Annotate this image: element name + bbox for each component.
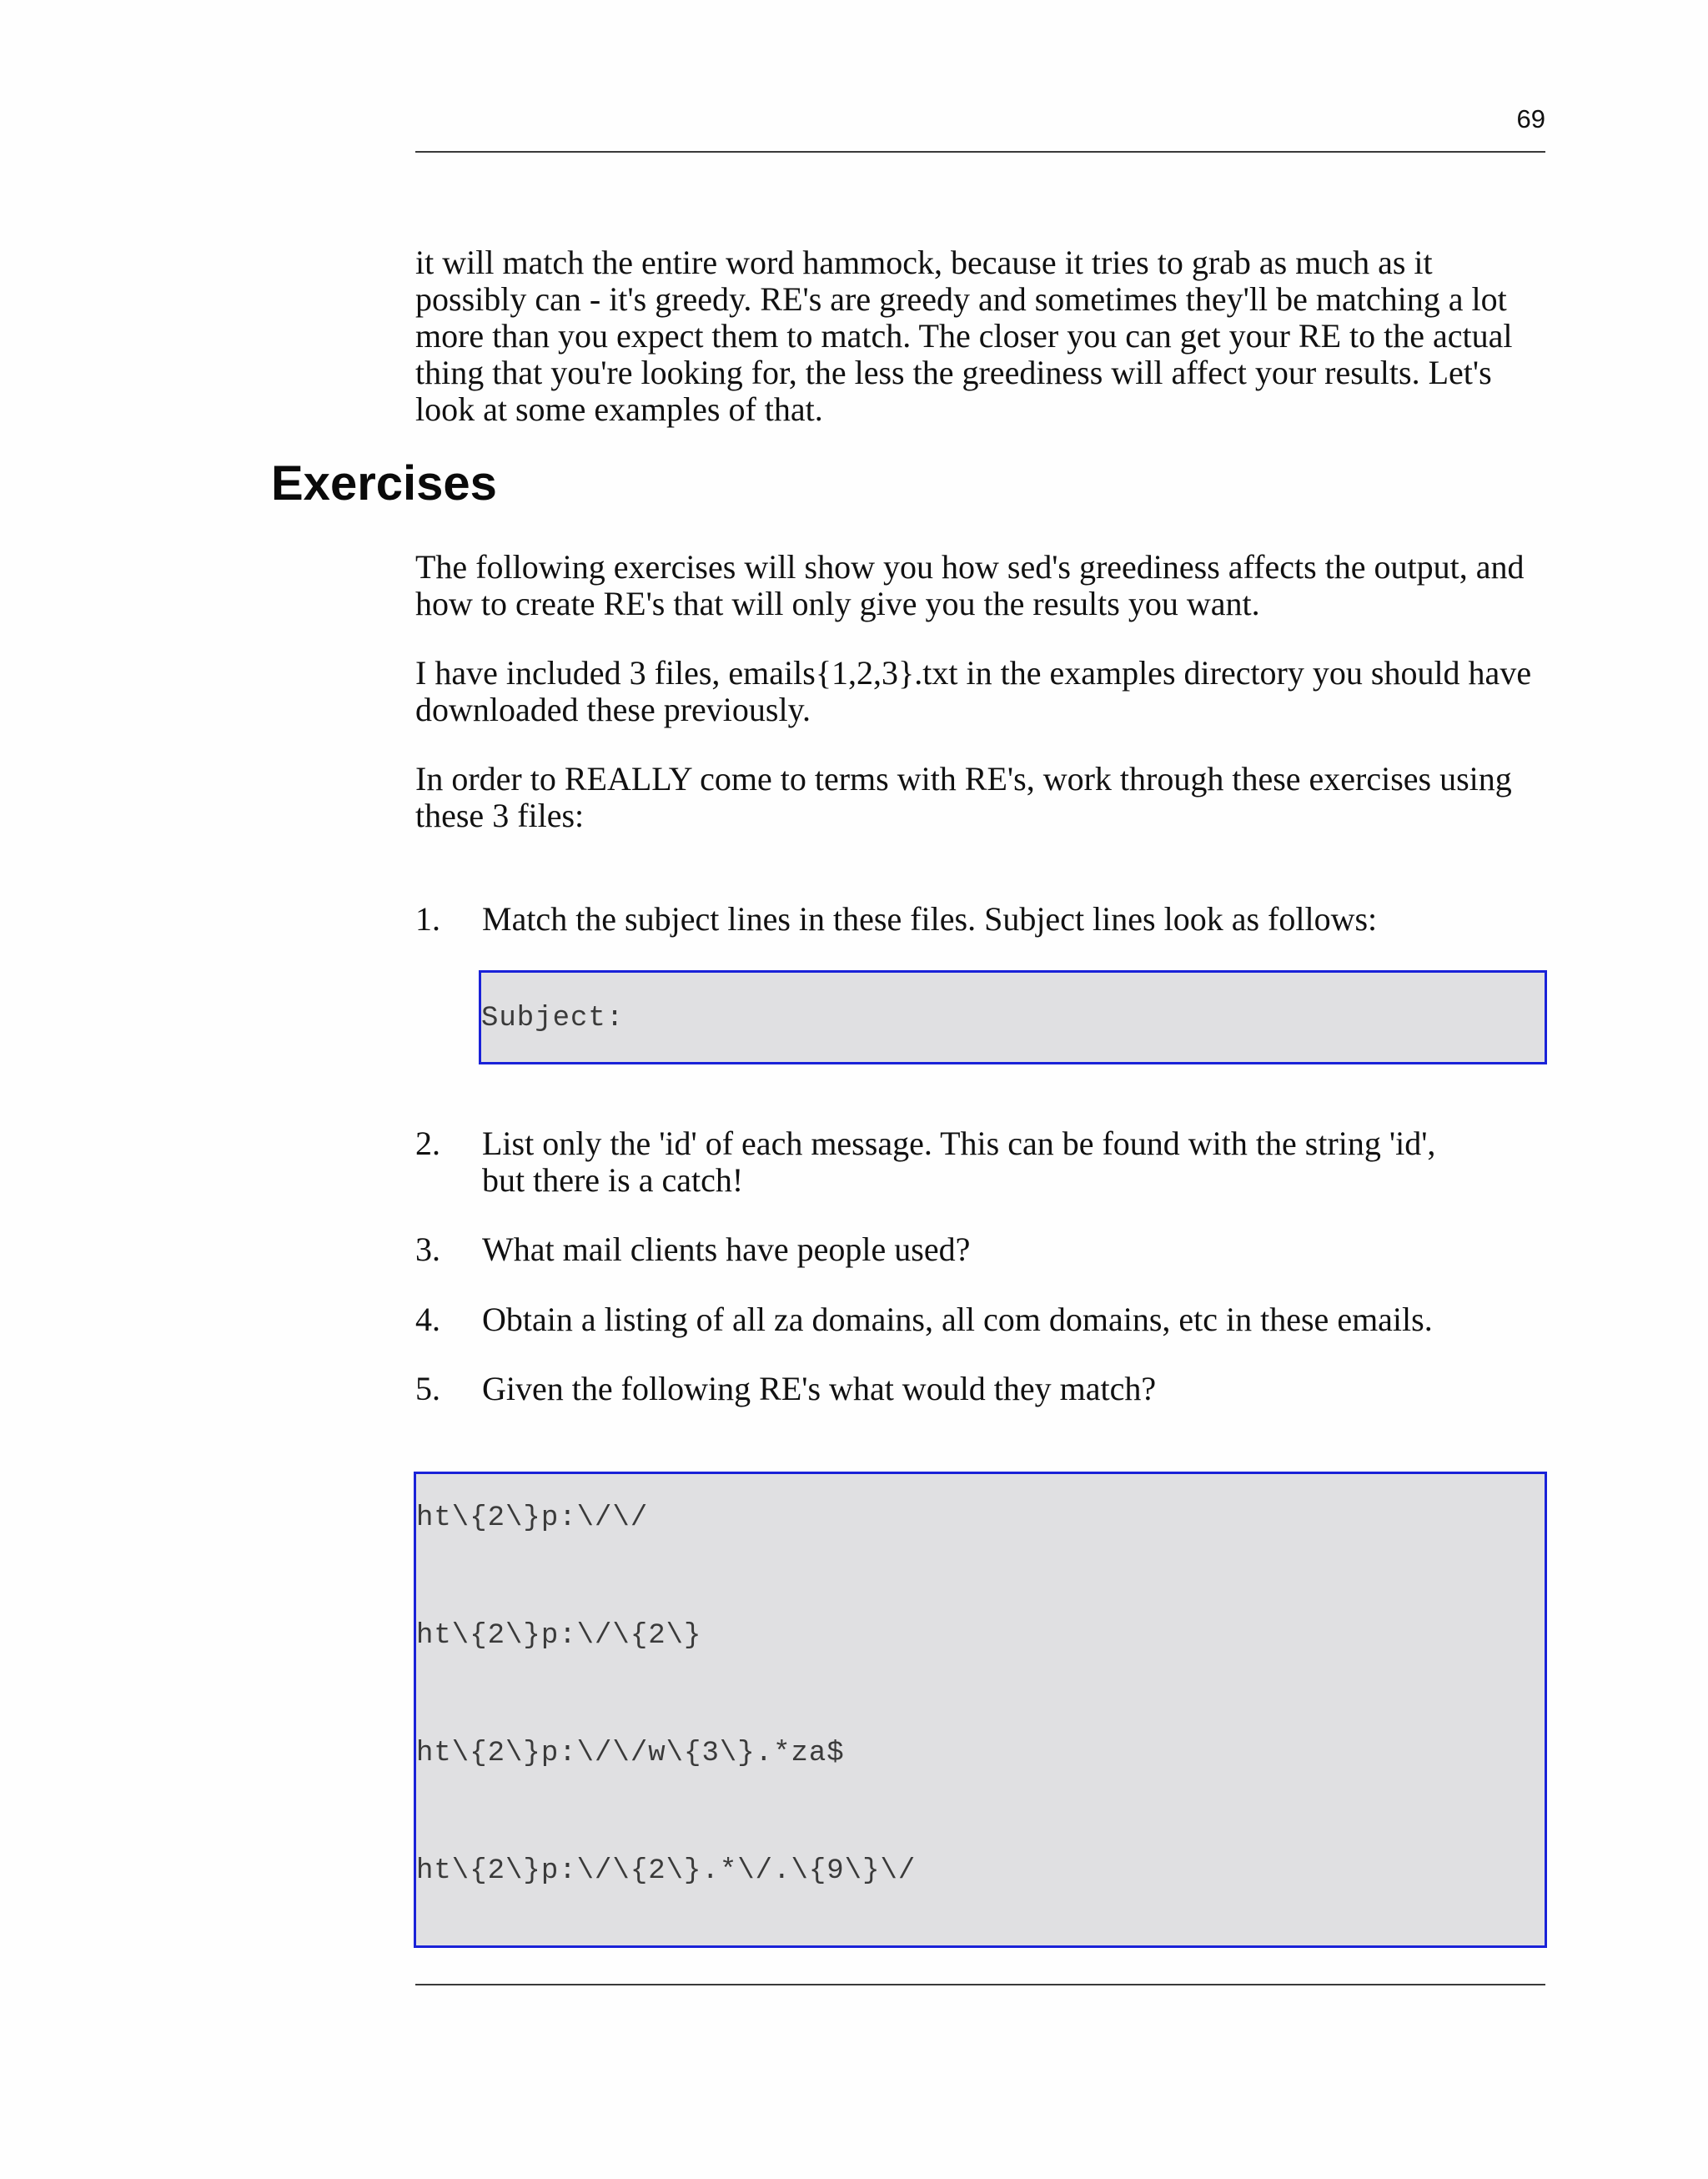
list-item-number: 2. — [415, 1125, 440, 1162]
section-paragraph-1: The following exercises will show you how sed's greediness affects the output, and how to create RE's that will only give you the results you want. — [415, 548, 1525, 622]
code-line: ht\{2\}p:\/\/w\{3\}.*za$ — [416, 1738, 845, 1769]
list-item-text: What mail clients have people used? — [482, 1230, 971, 1268]
list-item-text: Given the following RE's what would they match? — [482, 1370, 1157, 1407]
list-item-number: 4. — [415, 1301, 440, 1338]
code-block-regexes — [414, 1472, 1547, 1948]
section-paragraph-2: I have included 3 files, emails{1,2,3}.txt in the examples directory you should have downloaded these previously. — [415, 654, 1532, 728]
footer-rule — [415, 1984, 1545, 1985]
code-line: ht\{2\}p:\/\{2\}.*\/.\{9\}\/ — [416, 1855, 917, 1887]
section-heading: Exercises — [271, 456, 497, 511]
page-number: 69 — [1516, 104, 1545, 133]
list-item-number: 3. — [415, 1230, 440, 1268]
code-line: ht\{2\}p:\/\{2\} — [416, 1620, 702, 1652]
list-item-number: 5. — [415, 1370, 440, 1407]
list-item-number: 1. — [415, 900, 440, 938]
section-paragraph-3: In order to REALLY come to terms with RE's, work through these exercises using these 3 files: — [415, 760, 1512, 834]
intro-paragraph: it will match the entire word hammock, because it tries to grab as much as it possibly can - it's greedy. RE's are greedy and sometimes they'll be matching a lot more than you expect them to match. The closer you can get your RE to the actual thing that you're looking for, the less the greediness will affect your results. Let's look at some examples of that. — [415, 244, 1513, 428]
code-block-subject — [479, 970, 1547, 1064]
list-item-text: Obtain a listing of all za domains, all com domains, etc in these emails. — [482, 1301, 1433, 1338]
code-line: ht\{2\}p:\/\/ — [416, 1502, 649, 1534]
list-item-text: List only the 'id' of each message. This can be found with the string 'id', but there is a catch! — [482, 1125, 1436, 1199]
header-rule — [415, 151, 1545, 153]
list-item-text: Match the subject lines in these files. Subject lines look as follows: — [482, 900, 1378, 938]
code-line: Subject: — [481, 1003, 625, 1034]
